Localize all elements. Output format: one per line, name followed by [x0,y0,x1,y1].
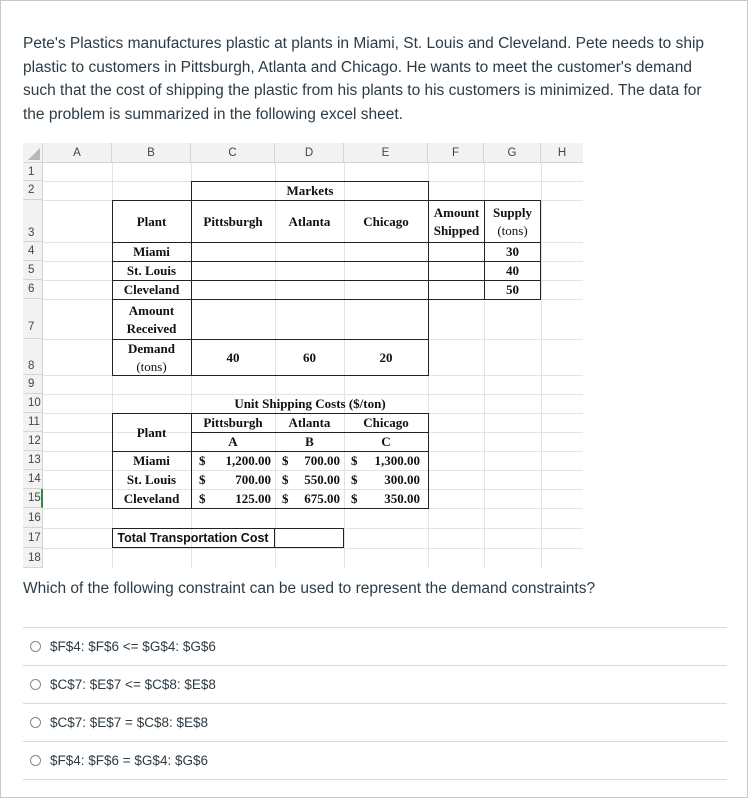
total-cost-label: Total Transportation Cost [117,530,269,545]
select-all-corner [23,143,43,163]
col-header-c: C [191,143,275,163]
supply-header-line2: (tons) [497,222,528,238]
radio-button-icon[interactable] [30,641,41,652]
market-chicago: Chicago [363,213,409,229]
row-header-3: 3 [23,200,43,242]
radio-button-icon[interactable] [30,755,41,766]
costs-market-chicago: Chicago [363,415,409,430]
amount-shipped-box [428,242,485,300]
row-header-12: 12 [23,432,43,451]
row-header-4: 4 [23,242,43,261]
row-header-9: 9 [23,375,43,394]
answer-option-label: $C$7: $E$7 <= $C$8: $E$8 [50,676,216,692]
costs-letter-b: B [305,434,314,449]
cost-miami-chicago: 1,300.00 [374,453,420,468]
currency-sign: $ [351,472,358,487]
cost-st-louis-atlanta: 550.00 [304,472,340,487]
supply-header-line1: Supply [492,204,533,220]
col-header-f: F [428,143,484,163]
costs-plant-miami: Miami [133,453,170,468]
costs-plant-st-louis: St. Louis [126,472,177,487]
amount-shipped-line2: Shipped [433,222,480,238]
row-header-8: 8 [23,339,43,375]
cost-cleveland-atlanta: 675.00 [304,491,340,506]
answer-option-1[interactable] [23,627,727,665]
col-header-d: D [275,143,344,163]
supply-st-louis: 40 [506,263,519,278]
amount-shipped-line1: Amount [433,204,480,220]
plant-header: Plant [136,213,167,229]
answer-option-3[interactable] [23,703,727,741]
cost-st-louis-pittsburgh: 700.00 [235,472,271,487]
demand-pittsburgh: 40 [226,349,240,365]
amount-received-line2: Received [126,320,177,336]
row-header-6: 6 [23,280,43,299]
market-atlanta: Atlanta [288,213,331,229]
currency-sign: $ [282,491,289,506]
radio-button-icon[interactable] [30,679,41,690]
currency-sign: $ [282,453,289,468]
costs-letter-a: A [228,434,238,449]
radio-button-icon[interactable] [30,717,41,728]
plant-st-louis: St. Louis [126,263,177,278]
cost-cleveland-pittsburgh: 125.00 [235,491,271,506]
row-header-13: 13 [23,451,43,470]
row-header-15: 15 [23,489,43,508]
answer-option-label: $F$4: $F$6 <= $G$4: $G$6 [50,638,216,654]
demand-chicago: 20 [379,349,393,365]
row-header-1: 1 [23,163,43,181]
col-header-e: E [344,143,428,163]
row-header-10: 10 [23,394,43,413]
markets-label: Markets [286,183,334,198]
answer-option-label: $F$4: $F$6 = $G$4: $G$6 [50,752,208,768]
row-header-7: 7 [23,299,43,339]
plant-miami: Miami [133,244,170,259]
answer-option-4[interactable] [23,741,727,779]
currency-sign: $ [199,491,206,506]
row-header-18: 18 [23,548,43,568]
cost-cleveland-chicago: 350.00 [384,491,420,506]
currency-sign: $ [282,472,289,487]
plant-cleveland: Cleveland [123,282,180,297]
currency-sign: $ [199,472,206,487]
cost-miami-atlanta: 700.00 [304,453,340,468]
amount-received-line1: Amount [128,302,175,318]
answer-option-2[interactable] [23,665,727,703]
demand-label-line2: (tons) [136,358,167,374]
answer-option-label: $C$7: $E$7 = $C$8: $E$8 [50,714,208,730]
col-header-g: G [484,143,541,163]
excel-sheet [23,143,583,568]
cost-st-louis-chicago: 300.00 [384,472,420,487]
currency-sign: $ [199,453,206,468]
supply-cleveland: 50 [506,282,519,297]
demand-label-line1: Demand [128,340,175,356]
costs-market-pittsburgh: Pittsburgh [203,415,263,430]
supply-miami: 30 [506,244,519,259]
currency-sign: $ [351,491,358,506]
costs-plant-cleveland: Cleveland [123,491,180,506]
question-intro: Pete's Plastics manufactures plastic at plants in Miami, St. Louis and Cleveland. Pete needs to ship plastic to customers in Pittsburgh, Atlanta and Chicago. He wants to meet the customer's demand such that the cost of shipping the plastic from his plants to his customers is minimized. The data for the problem is summarized in the following excel sheet. [23,35,705,123]
row-header-11: 11 [23,413,43,432]
currency-sign: $ [351,453,358,468]
costs-plant-header: Plant [136,424,167,440]
col-header-h: H [541,143,583,163]
question-text: Which of the following constraint can be used to represent the demand constraints? [23,580,596,597]
row-header-2: 2 [23,181,43,200]
demand-atlanta: 60 [303,349,316,365]
costs-market-atlanta: Atlanta [288,415,331,430]
col-header-b: B [112,143,191,163]
cost-miami-pittsburgh: 1,200.00 [225,453,271,468]
costs-letter-c: C [381,434,391,449]
row-header-16: 16 [23,508,43,528]
col-header-a: A [43,143,112,163]
market-pittsburgh: Pittsburgh [203,213,263,229]
row-header-17: 17 [23,528,43,548]
row-header-5: 5 [23,261,43,280]
row-header-14: 14 [23,470,43,489]
total-cost-value-box [274,528,344,548]
costs-title: Unit Shipping Costs ($/ton) [234,396,386,411]
